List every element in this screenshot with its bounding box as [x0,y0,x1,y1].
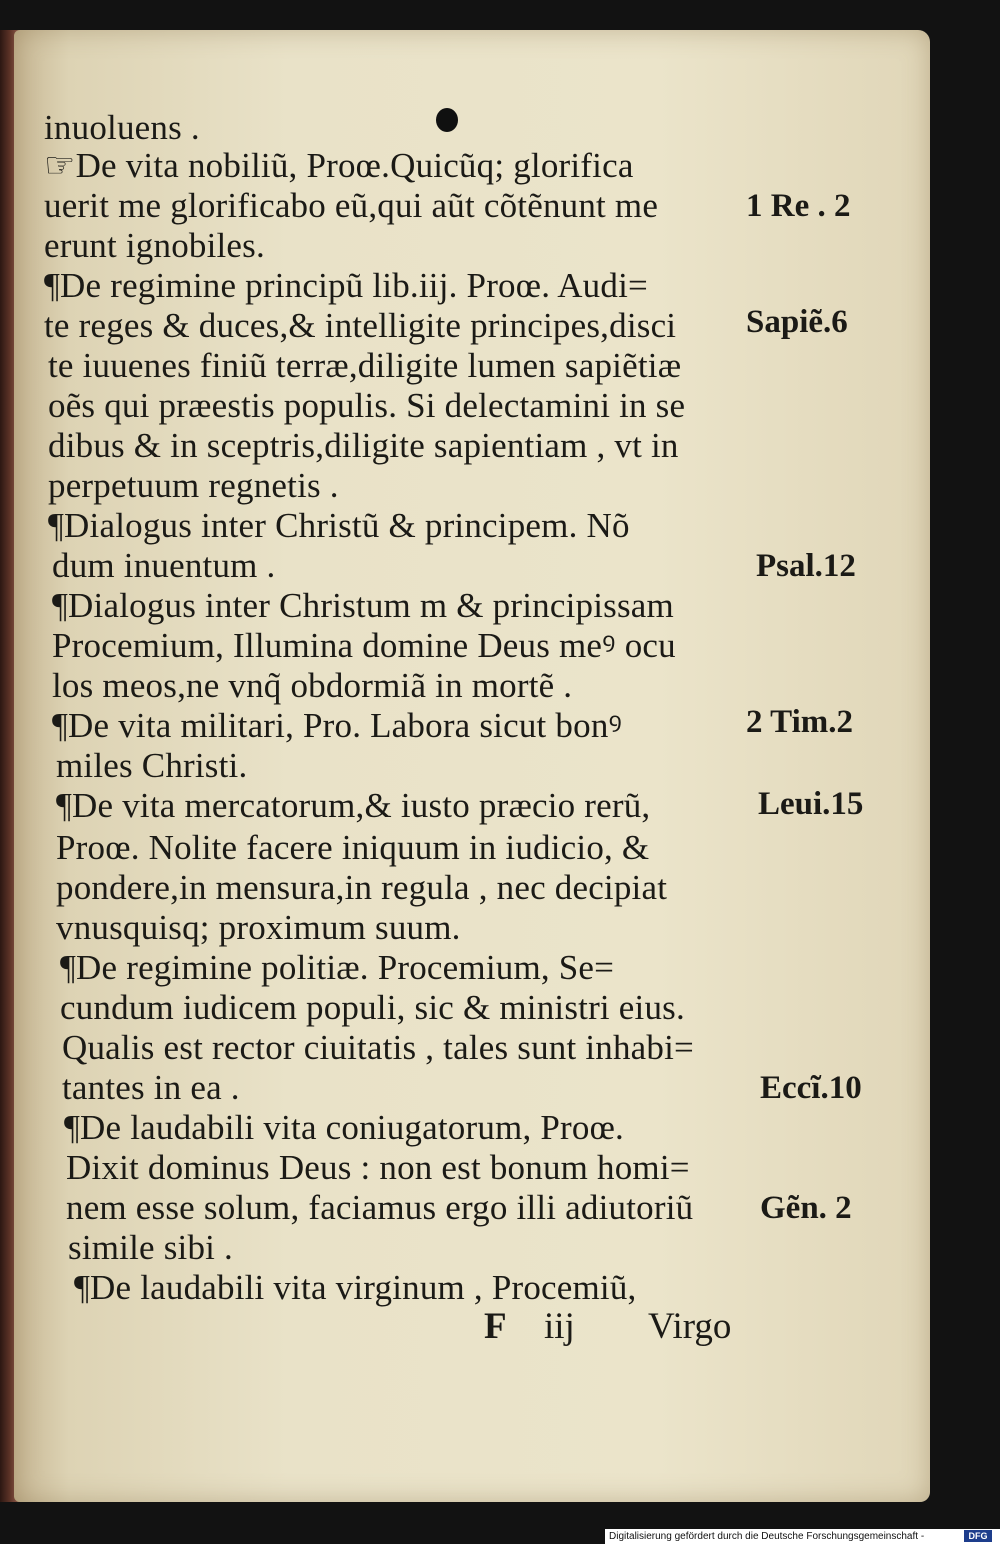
signature-number: iij [544,1306,575,1347]
margin-note: Gẽn. 2 [760,1190,852,1226]
text-line: ¶De regimine principũ lib.iij. Proœ. Audi= [44,266,648,305]
margin-note: 1 Re . 2 [746,188,851,224]
text-line: nem esse solum, faciamus ergo illi adiutoriũ [66,1188,694,1227]
catchword: Virgo [648,1306,732,1347]
text-line: Dixit dominus Deus : non est bonum homi= [66,1148,690,1187]
text-line: ¶Dialogus inter Christũ & principem. Nõ [48,506,630,545]
text-line: Qualis est rector ciuitatis , tales sunt inhabi= [62,1028,694,1067]
text-line: Proœ. Nolite facere iniquum in iudicio, & [56,828,650,867]
text-line: simile sibi . [68,1228,233,1267]
text-line: inuoluens . [44,108,200,147]
text-line: erunt ignobiles. [44,226,265,265]
text-line: ¶De laudabili vita virginum , Procemiũ, [74,1268,637,1307]
ink-blot [436,108,458,132]
text-line: ¶De laudabili vita coniugatorum, Proœ. [64,1108,625,1147]
text-line: dibus & in sceptris,diligite sapientiam , vt in [48,426,679,465]
funding-credit: Digitalisierung gefördert durch die Deutsche Forschungsgemeinschaft - [609,1531,925,1542]
text-line: uerit me glorificabo eũ,qui aũt cõtẽnunt me [44,186,659,225]
margin-note: 2 Tim.2 [746,704,853,740]
text-line: ¶De vita militari, Pro. Labora sicut bonꝰ [52,706,623,745]
text-line: ¶Dialogus inter Christum m & principissam [52,586,674,625]
text-line: ☞De vita nobiliũ, Proœ.Quicũq; glorifica [44,146,634,185]
margin-note: Psal.12 [756,548,856,584]
text-line: te iuuenes finiũ terræ,diligite lumen sapiẽtiæ [48,346,682,385]
text-line: vnusquisq; proximum suum. [56,908,461,947]
text-line: te reges & duces,& intelligite principes,disci [44,306,677,345]
signature-mark: F [484,1306,507,1347]
text-line: ¶De vita mercatorum,& iusto præcio rerũ, [56,786,651,825]
text-line: oẽs qui præestis populis. Si delectamini in se [48,386,686,425]
text-line: miles Christi. [56,746,248,785]
margin-note: Leui.15 [758,786,864,822]
text-line: pondere,in mensura,in regula , nec decipiat [56,868,668,907]
text-line: los meos,ne vnq̃ obdormiã in mortẽ . [52,666,573,705]
text-line: Procemium, Illumina domine Deus meꝰ ocu [52,626,676,665]
margin-note: Sapiẽ.6 [746,304,848,340]
dfg-logo: DFG [964,1530,992,1542]
text-line: dum inuentum . [52,546,276,585]
text-line: tantes in ea . [62,1068,240,1107]
text-line: perpetuum regnetis . [48,466,339,505]
margin-note: Eccĩ.10 [760,1070,862,1106]
text-line: ¶De regimine politiæ. Procemium, Se= [60,948,615,987]
text-line: cundum iudicem populi, sic & ministri eius. [60,988,685,1027]
